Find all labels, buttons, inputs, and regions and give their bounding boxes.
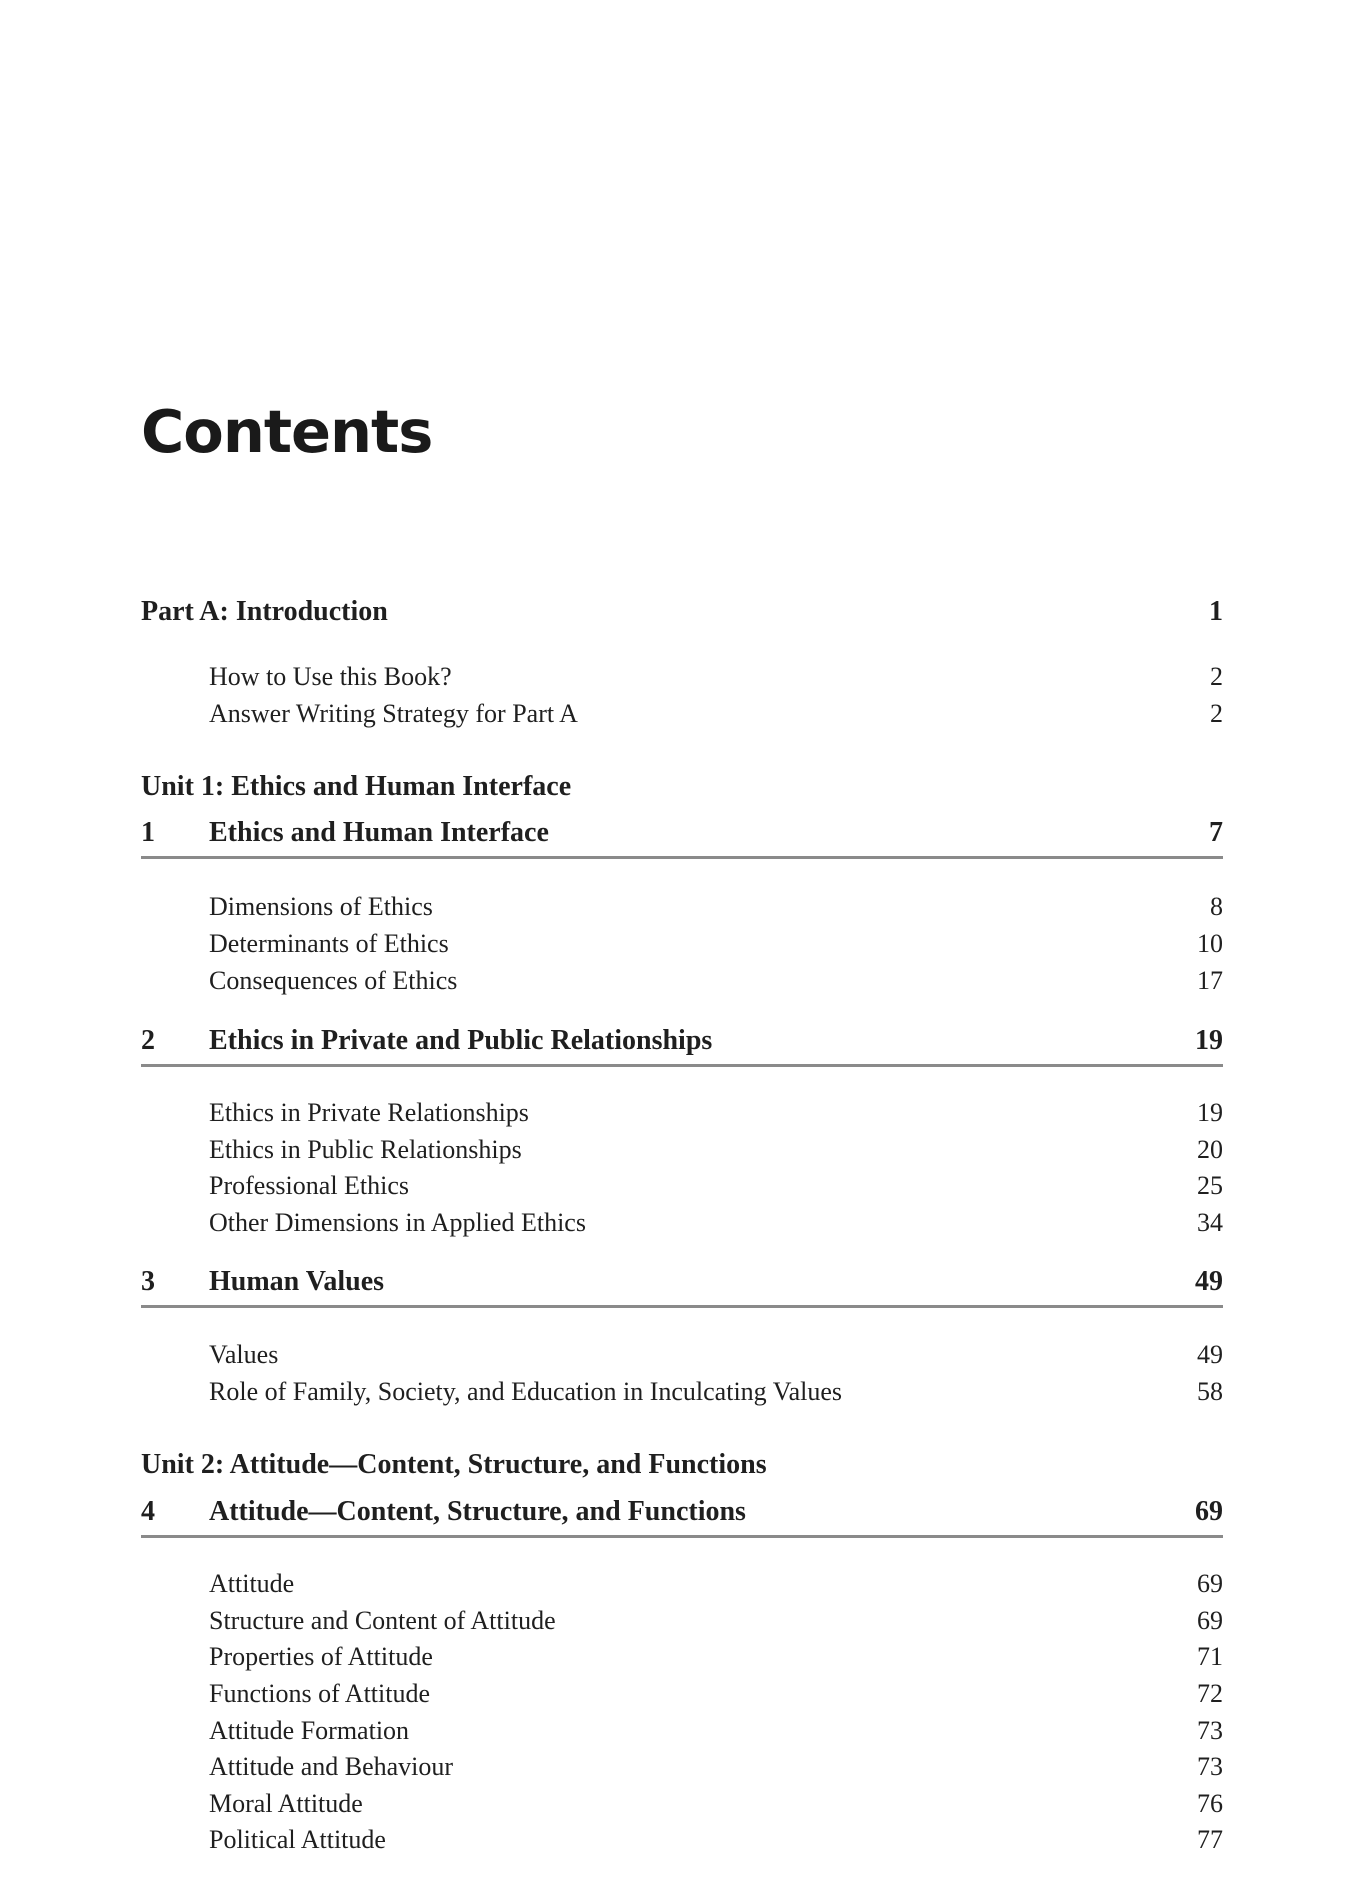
toc-chapter-number: 4 [141,1496,155,1527]
toc-page-number: 20 [1197,1135,1223,1164]
toc-page-number: 10 [1197,929,1223,958]
toc-chapter-4[interactable] [141,1489,1223,1538]
toc-page-number: 58 [1197,1377,1223,1406]
toc-entry-label: Political Attitude [209,1825,386,1854]
toc-chapter-number: 3 [141,1266,155,1297]
toc-page-number: 69 [1197,1569,1223,1598]
toc-unit-1[interactable] [141,761,1223,801]
toc-entry-label: Answer Writing Strategy for Part A [209,699,578,728]
toc-unit-label: Unit 2: Attitude—Content, Structure, and Functions [141,1449,767,1480]
toc-entry-label: Attitude Formation [209,1716,410,1745]
toc-entry[interactable] [141,1196,1223,1236]
toc-entry-label: Structure and Content of Attitude [209,1606,556,1635]
toc-page-number: 77 [1197,1825,1223,1854]
toc-entry-label: Ethics in Public Relationships [209,1135,522,1164]
toc-page-number: 1 [1209,596,1223,627]
toc-entry-label: Attitude [209,1569,295,1598]
toc-entry[interactable] [141,880,1223,920]
toc-page-number: 7 [1209,817,1223,848]
page-title: Contents [141,397,433,466]
toc-unit-2[interactable] [141,1439,1223,1479]
toc-entry-label: Other Dimensions in Applied Ethics [209,1208,586,1237]
toc-part-a[interactable] [141,586,1223,626]
toc-entry-label: Functions of Attitude [209,1679,430,1708]
toc-chapter-number: 2 [141,1025,155,1056]
toc-chapter-1[interactable] [141,810,1223,859]
toc-entry[interactable] [141,954,1223,994]
toc-page-number: 19 [1197,1098,1223,1127]
toc-entry-label: Role of Family, Society, and Education in Inculcating Values [209,1377,843,1406]
toc-entry-label: Determinants of Ethics [209,929,449,958]
toc-page-number: 8 [1210,892,1223,921]
toc-page-number: 71 [1197,1642,1223,1671]
toc-entry-label: Ethics in Private Relationships [209,1098,529,1127]
toc-chapter-label: Attitude—Content, Structure, and Functions [209,1496,746,1527]
toc-entry[interactable] [141,1777,1223,1817]
toc-entry[interactable] [141,650,1223,690]
toc-entry[interactable] [141,1086,1223,1126]
toc-page-number: 49 [1197,1340,1223,1369]
toc-entry[interactable] [141,1159,1223,1199]
toc-entry[interactable] [141,1557,1223,1597]
toc-entry[interactable] [141,1630,1223,1670]
toc-chapter-2[interactable] [141,1018,1223,1067]
toc-entry-label: Values [209,1340,279,1369]
toc-page-number: 17 [1197,966,1223,995]
toc-chapter-3[interactable] [141,1259,1223,1308]
toc-entry[interactable] [141,1123,1223,1163]
toc-entry-label: Properties of Attitude [209,1642,433,1671]
toc-page-number: 2 [1210,662,1223,691]
toc-chapter-label: Ethics and Human Interface [209,817,549,848]
toc-entry[interactable] [141,687,1223,727]
toc-entry[interactable] [141,1667,1223,1707]
toc-entry[interactable] [141,1365,1223,1405]
toc-entry-label: Dimensions of Ethics [209,892,433,921]
toc-unit-label: Unit 1: Ethics and Human Interface [141,771,572,802]
toc-entry[interactable] [141,1813,1223,1853]
toc-entry[interactable] [141,1704,1223,1744]
toc-chapter-label: Ethics in Private and Public Relationships [209,1025,713,1056]
toc-page-number: 2 [1210,699,1223,728]
toc-page-number: 76 [1197,1789,1223,1818]
toc-page-number: 69 [1197,1606,1223,1635]
toc-entry[interactable] [141,1740,1223,1780]
toc-entry-label: Attitude and Behaviour [209,1752,454,1781]
toc-entry-label: How to Use this Book? [209,662,452,691]
toc-part-label: Part A: Introduction [141,596,388,627]
toc-page-number: 69 [1195,1496,1223,1527]
toc-chapter-label: Human Values [209,1266,385,1297]
toc-chapter-number: 1 [141,817,155,848]
toc-page-number: 72 [1197,1679,1223,1708]
toc-entry-label: Consequences of Ethics [209,966,458,995]
toc-entry-label: Professional Ethics [209,1171,410,1200]
toc-entry[interactable] [141,917,1223,957]
toc-page-number: 19 [1195,1025,1223,1056]
toc-page-number: 25 [1197,1171,1223,1200]
toc-entry[interactable] [141,1328,1223,1368]
toc-page-number: 73 [1197,1716,1223,1745]
toc-page-number: 34 [1197,1208,1223,1237]
toc-page-number: 73 [1197,1752,1223,1781]
toc-entry-label: Moral Attitude [209,1789,363,1818]
toc-page-number: 49 [1195,1266,1223,1297]
toc-entry[interactable] [141,1594,1223,1634]
